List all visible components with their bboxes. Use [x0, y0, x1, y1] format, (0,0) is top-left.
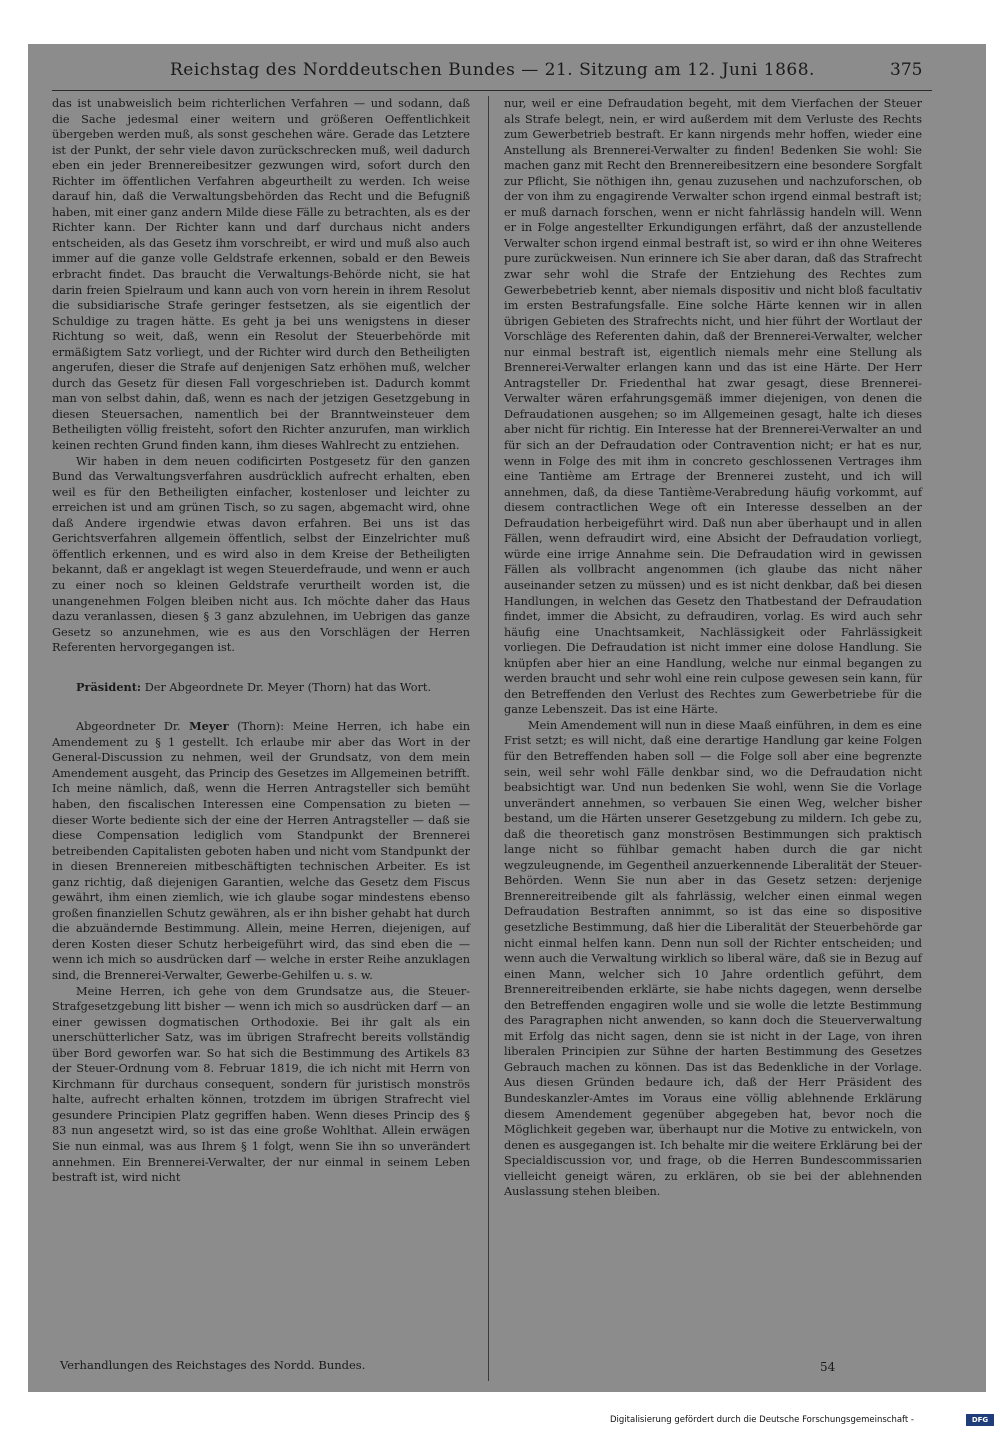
- footer-source: Verhandlungen des Reichstages des Nordd. Bundes.: [60, 1358, 366, 1372]
- president-statement: [52, 680, 470, 696]
- speaker-label: Präsident:: [76, 679, 142, 694]
- meyer-speech: [52, 719, 470, 983]
- left-column: [52, 96, 470, 1186]
- president-text: Der Abgeordnete Dr. Meyer (Thorn) hat das Wort.: [144, 680, 432, 694]
- paragraph: das ist unabweislich beim richterlichen Verfahren — und sodann, daß die Sache jedesmal einer weitern und größeren Oeffentlichkeit übergeben werden muß, als sonst geschehen wäre. Gerade das Letztere ist der Punkt, der sehr viele davon zurückschrecken muß, weil dadurch eben ein jeder Brennereibesitzer gezwungen wird, sofort durch den Richter im öffentlichen Verfahren abgeurtheilt zu werden. Ich weise darauf hin, daß die Verwaltungsbehörden das Recht und die Befugniß haben, mit einer ganz andern Milde diese Fälle zu betrachten, als es der Richter kann. Der Richter kann und darf durchaus nicht anders entscheiden, als das Gesetz ihm vorschreibt, er wird und muß also auch immer auf die ganze volle Geldstrafe erkennen, sobald er den Beweis erbracht findet. Das braucht die Verwaltungs-Behörde nicht, sie hat darin freien Spielraum und kann auch von vorn herein in ihrem Resolut die subsidiarische Strafe geringer festsetzen, als sie eigentlich der Schuldige zu tragen hätte. Es geht ja bei uns wenigstens in dieser Richtung so weit, daß, wenn ein Resolut der Steuerbehörde mit ermäßigtem Satz vorliegt, und der Richter wird durch den Betheiligten angerufen, dieser die Strafe auf denjenigen Satz erhöhen muß, welcher durch das Gesetz für diesen Fall vorgeschrieben ist. Dadurch kommt man von selbst dahin, daß, wenn es nach der jetzigen Gesetzgebung in diesen Steuersachen, namentlich bei der Branntweinsteuer dem Betheiligten völlig freisteht, sofort den Richter anzurufen, man wirklich keinen rechten Grund finden kann, ihm dieses Wahlrecht zu entziehen.: [52, 97, 470, 453]
- digitization-credit: Digitalisierung gefördert durch die Deutsche Forschungsgemeinschaft -: [610, 1415, 914, 1425]
- dfg-logo: DFG: [966, 1414, 994, 1426]
- page-number: 375: [890, 60, 923, 80]
- column-divider: [488, 96, 489, 1381]
- speech-text: (Thorn): Meine Herren, ich habe ein Amendement zu § 1 gestellt. Ich erlaube mir aber das Wort in der General-Discussion zu nehmen, weil der Grundsatz, von dem mein Amendement ausgeht, das Princip des Gesetzes im Allgemeinen betrifft. Ich meine nämlich, daß, wenn die Herren Antragsteller sich bemüht haben, den fiscalischen Interessen eine Compensation zu bieten — dieser Worte bediente sich der eine der Herren Antragsteller — daß sie diese Compensation lediglich vom Standpunkt der Brennerei betreibenden Capitalisten geboten haben und nicht vom Standpunkt der in diesen Brennereien mitbeschäftigten technischen Arbeiter. Es ist ganz richtig, daß diejenigen Garantien, welche das Gesetz dem Fiscus gewährt, ihm einen ziemlich, wie ich glaube sogar mindestens ebenso großen finanziellen Schutz gewähren, als er ihn bisher gehabt hat durch die abzuändernde Bestimmung. Allein, meine Herren, diejenigen, auf deren Kosten dieser Schutz herbeigeführt wird, das sind eben die — wenn ich mich so ausdrücken darf — welche in erster Reihe anzuklagen sind, die Brennerei-Verwalter, Gewerbe-Gehilfen u. s. w.: [52, 720, 470, 982]
- paragraph: Mein Amendement will nun in diese Maaß einführen, in dem es eine Frist setzt; es will nicht, daß eine derartige Handlung gar keine Folgen für den Betreffenden haben soll — die Folge soll aber eine begrenzte sein, weil sehr wohl Fälle denkbar sind, wo die Defraudation nicht beabsichtigt war. Und nun bedenken Sie wohl, wenn Sie die Vorlage unverändert annehmen, so verbauen Sie einen Weg, welcher bisher bestand, um die Härten unserer Gesetzgebung zu mildern. Ich gebe zu, daß die theoretisch ganz monströsen Bestimmungen sich praktisch lange nicht so fühlbar gemacht haben durch die gar nicht wegzuleugnende, im Gegentheil anzuerkennende Liberalität der Steuer-Behörden. Wenn Sie nun aber in das Gesetz setzen: derjenige Brennereitreibende gilt als fahrlässig, welcher einen einmal wegen Defraudation Bestraften annimmt, so ist das eine so dispositive gesetzliche Bestimmung, daß hier die Liberalität der Steuerbehörde gar nicht einmal helfen kann. Denn nun soll der Richter entscheiden; und wenn auch die Verwaltung wirklich so liberal wäre, daß sie in Bezug auf einen Mann, welcher sich 10 Jahre ordentlich geführt, dem Brennereitreibenden erklärte, sie habe nichts dagegen, wenn derselbe den Betreffenden engagiren wolle und sie wolle die letzte Bestimmung des Paragraphen nicht anwenden, so kann doch die Steuerverwaltung mit Erfolg das nicht sagen, denn sie ist nicht in der Lage, von ihren liberalen Principien zur Sühne der harten Bestimmung des Gesetzes Gebrauch machen zu können. Das ist das Bedenkliche in der Vorlage. Aus diesen Gründen bedaure ich, daß der Herr Präsident des Bundeskanzler-Amtes im Voraus eine völlig ablehnende Erklärung diesem Amendement gegenüber abgegeben hat, bevor noch die Möglichkeit gegeben war, überhaupt nur die Motive zu entwickeln, von denen es ausgegangen ist. Ich behalte mir die weitere Erklärung bei der Specialdiscussion vor, und frage, ob die Herren Bundescommissarien vielleicht geneigt wären, zu erklären, ob sie bei der ablehnenden Auslassung stehen bleiben.: [504, 718, 922, 1199]
- paragraph: nur, weil er eine Defraudation begeht, mit dem Vierfachen der Steuer als Strafe belegt, nein, er wird außerdem mit dem Verluste des Rechts zum Gewerbetrieb bestraft. Er kann nirgends mehr hoffen, wieder eine Anstellung als Brennerei-Verwalter zu finden! Bedenken Sie wohl: Sie machen ganz mit Recht den Brennereibesitzern eine besondere Sorgfalt zur Pflicht, Sie nöthigen ihn, genau zuzusehen und nachzuforschen, ob der von ihm zu engagirende Verwalter schon irgend einmal bestraft ist; er muß darnach forschen, wenn er nicht fahrlässig handeln will. Wenn er in Folge angestellter Erkundigungen erfährt, daß der anzustellende Verwalter schon irgend einmal bestraft ist, so wird er ihn ohne Weiteres pure zurückweisen. Nun erinnere ich Sie aber daran, daß das Strafrecht zwar sehr wohl die Strafe der Entziehung des Rechtes zum Gewerbebetrieb kennt, aber niemals dispositiv und nicht bloß facultativ im ersten Bestrafungsfalle. Eine solche Härte kennen wir in allen übrigen Gebieten des Strafrechts nicht, und hier führt der Wortlaut der Vorschläge des Referenten dahin, daß der Brennerei-Verwalter, welcher nur einmal bestraft ist, eigentlich niemals mehr eine Stellung als Brennerei-Verwalter erlangen kann und das ist eine Härte. Der Herr Antragsteller Dr. Friedenthal hat zwar gesagt, diese Brennerei-Verwalter wären erfahrungsgemäß immer diejenigen, von denen die Defraudationen ausgehen; so im Allgemeinen gesagt, halte ich dieses aber nicht für richtig. Ein Interesse hat der Brennerei-Verwalter an und für sich an der Defraudation oder Contravention nicht; er hat es nur, wenn in Folge des mit ihm in concreto geschlossenen Vertrages ihm eine Tantième am Ertrage der Brennerei zusteht, und ich will annehmen, daß, da diese Tantième-Verabredung häufig vorkommt, auf diesem contractlichen Wege oft ein Interesse desselben an der Defraudation herbeigeführt wird. Daß nun aber überhaupt und in allen Fällen, wenn defraudirt wird, eine Absicht der Defraudation vorliegt, würde eine irrige Annahme sein. Die Defraudation wird in gewissen Fällen als vollbracht angenommen (ich glaube das nicht näher auseinander setzen zu müssen) und es ist nicht denkbar, daß bei diesen Handlungen, in welchen das Gesetz den Thatbestand der Defraudation findet, immer die Absicht, zu defraudiren, vorlag. Es wird auch sehr häufig eine Unachtsamkeit, Nachlässigkeit oder Fahrlässigkeit vorliegen. Die Defraudation ist nicht immer eine dolose Handlung. Sie knüpfen aber hier an eine Handlung, welche nur einmal begangen zu werden braucht und sehr wohl eine rein culpose gewesen sein kann, für den Betreffenden den Verlust des Rechtes zum Gewerbetriebe für die ganze Lebenszeit. Das ist eine Härte.: [504, 97, 922, 717]
- paragraph: Meine Herren, ich gehe von dem Grundsatze aus, die Steuer-Strafgesetzgebung litt bisher — wenn ich mich so ausdrücken darf — an einer gewissen dogmatischen Orthodoxie. Bei ihr galt als ein unerschütterlicher Satz, was im übrigen Strafrecht bereits vollständig über Bord geworfen war. So hat sich die Bestimmung des Artikels 83 der Steuer-Ordnung vom 8. Februar 1819, die ich nicht mit Herrn von Kirchmann für durchaus consequent, sondern für juristisch monströs halte, aufrecht erhalten können, trotzdem im übrigen Strafrecht viel gesundere Principien Platz gegriffen haben. Wenn dieses Princip des § 83 nun angesetzt wird, so ist das eine große Wohlthat. Allein erwägen Sie nun einmal, was aus Ihrem § 1 folgt, wenn Sie ihn so unverändert annehmen. Ein Brennerei-Verwalter, der nur einmal in seinem Leben bestraft ist, wird nicht: [52, 984, 470, 1185]
- speaker-name: Meyer: [189, 719, 229, 734]
- running-head: Reichstag des Norddeutschen Bundes — 21. Sitzung am 12. Juni 1868.: [170, 60, 815, 80]
- right-column: [504, 96, 922, 1200]
- header-rule: [52, 90, 932, 91]
- speaker-intro: Abgeordneter Dr.: [76, 720, 181, 734]
- paragraph: Wir haben in dem neuen codificirten Postgesetz für den ganzen Bund das Verwaltungsverfahren ausdrücklich aufrecht erhalten, eben weil es für den Betheiligten einfacher, kostenloser und leichter zu erreichen ist und am grünen Tisch, so zu sagen, abgemacht wird, ohne daß Andere irgendwie etwas davon erfahren. Bei uns ist das Gerichtsverfahren allgemein öffentlich, selbst der Einzelrichter muß öffentlich erkennen, und es wird also in dem Kreise der Betheiligten bekannt, daß er angeklagt ist wegen Steuerdefraude, und wenn er auch zu einer noch so kleinen Geldstrafe verurtheilt worden ist, die unangenehmen Folgen bleiben nicht aus. Ich möchte daher das Haus dazu veranlassen, diesen § 3 ganz abzulehnen, im Uebrigen das ganze Gesetz so anzunehmen, wie es aus den Vorschlägen der Herren Referenten hervorgegangen ist.: [52, 454, 470, 655]
- signature-number: 54: [820, 1360, 836, 1374]
